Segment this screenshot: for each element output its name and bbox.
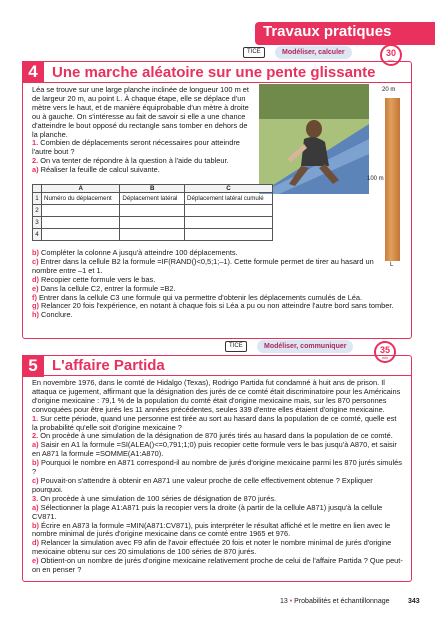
table-cell: Déplacement latéral cumulé <box>185 193 273 205</box>
time-unit: min <box>387 58 395 63</box>
exercise-4-intro: Léa se trouve sur une large planche inclinée de longueur 100 m et de largeur 20 m, au point L. À chaque étape, elle se déplace d'un mètre vers le haut, et de manière équiprobable d'un mètre à droite ou à gauche. On s'intéresse au fait de savoir si elle a une chance d'atteindre le bout opposé du rectangle sans tomber en dehors de la planche. 1. Combien de déplacements seront nécessaires pour atteindre l'autre bout ? 2. On va tenter de répondre à la question à l'aide du tableur. a) Réaliser la feuille de calcul suivante. <box>32 85 249 175</box>
table-cell <box>185 229 273 241</box>
corner-cell <box>33 185 42 193</box>
plank-diagram <box>385 98 400 261</box>
table-cell <box>120 205 185 217</box>
skill-tag: Modéliser, communiquer <box>257 340 353 353</box>
table-cell <box>120 217 185 229</box>
page-footer: 13 • Probabilités et échantillonnage <box>280 598 390 605</box>
exercise-5-number: 5 <box>22 355 44 377</box>
table-row <box>33 217 273 229</box>
table-header-row <box>33 185 273 193</box>
table-cell: Numéro du déplacement <box>42 193 120 205</box>
table-cell <box>185 217 273 229</box>
tice-badge: TICE <box>225 341 247 352</box>
title-underline <box>44 375 412 376</box>
section-banner-title: Travaux pratiques <box>263 23 392 40</box>
slope-photo <box>259 84 369 194</box>
table-cell <box>120 229 185 241</box>
table-row <box>33 205 273 217</box>
table-cell: Déplacement latéral <box>120 193 185 205</box>
length-label: 100 m <box>367 176 384 182</box>
row-number: 4 <box>33 229 42 241</box>
exercise-4-title: Une marche aléatoire sur une pente glissante <box>52 64 376 81</box>
table-cell <box>42 205 120 217</box>
exercise-5-body: En novembre 1976, dans le comté de Hidalgo (Texas), Rodrigo Partida fut condamné à huit ans de prison. Il attaqua ce jugement, affirmant que la désignation des jurés de ce comté était discriminatoire pour les Américains d'origine mexicaine : 79,1 % de la population du comté était d'origine mexicaine mais, sur les 870 personnes convoquées pour être jurés les 11 années précédentes, seules 339 d'entre elles étaient d'origine mexicaine. 1. Sur cette période, quand une personne est tirée au sort au hasard dans la population de ce comté, quelle est la probabilité qu'elle soit d'origine mexicaine ? 2. On procède à une simulation de la désignation de 870 jurés tirés au hasard dans la population de ce comté. a) Saisir en A1 la formule =SI(ALEA()<=0,791;1;0) puis recopier cette formule vers le bas jusqu'à A870, et saisir en A871 la formule =SOMME(A1:A870). b) Pourquoi le nombre en A871 correspond-il au nombre de jurés d'origine mexicaine parmi les 870 jurés simulés ? c) Pouvait-on s'attendre à obtenir en A871 une valeur proche de celle effectivement obtenue ? Expliquer pourquoi. 3. On procède à une simulation de 100 séries de désignation de 870 jurés. a) Sélectionner la plage A1:A871 puis la recopier vers la droite (à partir de la cellule A871) jusqu'à la cellule CV871. b) Écrire en A873 la formule =MIN(A871:CV871), puis interpréter le résultat affiché et le mettre en lien avec le nombre minimal de jurés d'origine mexicaine dans ce comté entre 1965 et 976. d) Relancer la simulation avec F9 afin de l'avoir effectuée 20 fois et noter le nombre minimal de jurés d'origine mexicaine obtenu sur ces 20 simulations de 100 séries de 870 jurés. e) Obtient-on un nombre de jurés d'origine mexicaine relativement proche de celui de l'affaire Partida ? Que peut-on en penser ? <box>32 378 403 575</box>
table-cell <box>185 205 273 217</box>
section-banner <box>255 22 435 45</box>
column-header: A <box>42 185 120 193</box>
column-header: C <box>185 185 273 193</box>
exercise-4-steps: b) Compléter la colonne A jusqu'à atteindre 100 déplacements. c) Entrer dans la cellule B2 la formule =IF(RAND()<0,5;1;–1). Cette formule permet de tirer au hasard un nombre entre –1 et 1. d) Recopier cette formule vers le bas. e) Dans la cellule C2, entrer la formule =B2. f) Entrer dans la cellule C3 une formule qui va permettre d'obtenir les déplacements cumulés de Léa. g) Relancer 20 fois l'expérience, en notant à chaque fois si Léa a pu ou non atteindre l'autre bord sans tomber. h) Conclure. <box>32 248 394 320</box>
time-unit: min <box>381 355 389 360</box>
column-header: B <box>120 185 185 193</box>
tice-badge: TICE <box>243 47 265 58</box>
table-cell <box>42 217 120 229</box>
spreadsheet-table <box>32 184 273 241</box>
footer-chapter: 13 <box>280 598 288 605</box>
footer-title: Probabilités et échantillonnage <box>294 598 390 605</box>
table-row <box>33 229 273 241</box>
table-row <box>33 193 273 205</box>
table-cell <box>42 229 120 241</box>
exercise-5-title: L'affaire Partida <box>52 357 165 374</box>
page-number: 343 <box>408 598 420 605</box>
exercise-4-number: 4 <box>22 61 44 83</box>
row-number: 2 <box>33 205 42 217</box>
row-number: 3 <box>33 217 42 229</box>
width-label: 20 m <box>382 87 396 93</box>
time-value: 30 <box>385 48 396 58</box>
point-l-label: L <box>390 262 394 268</box>
title-underline <box>44 82 412 83</box>
row-number: 1 <box>33 193 42 205</box>
time-value: 35 <box>379 345 390 355</box>
skill-tag: Modéliser, calculer <box>275 46 352 59</box>
